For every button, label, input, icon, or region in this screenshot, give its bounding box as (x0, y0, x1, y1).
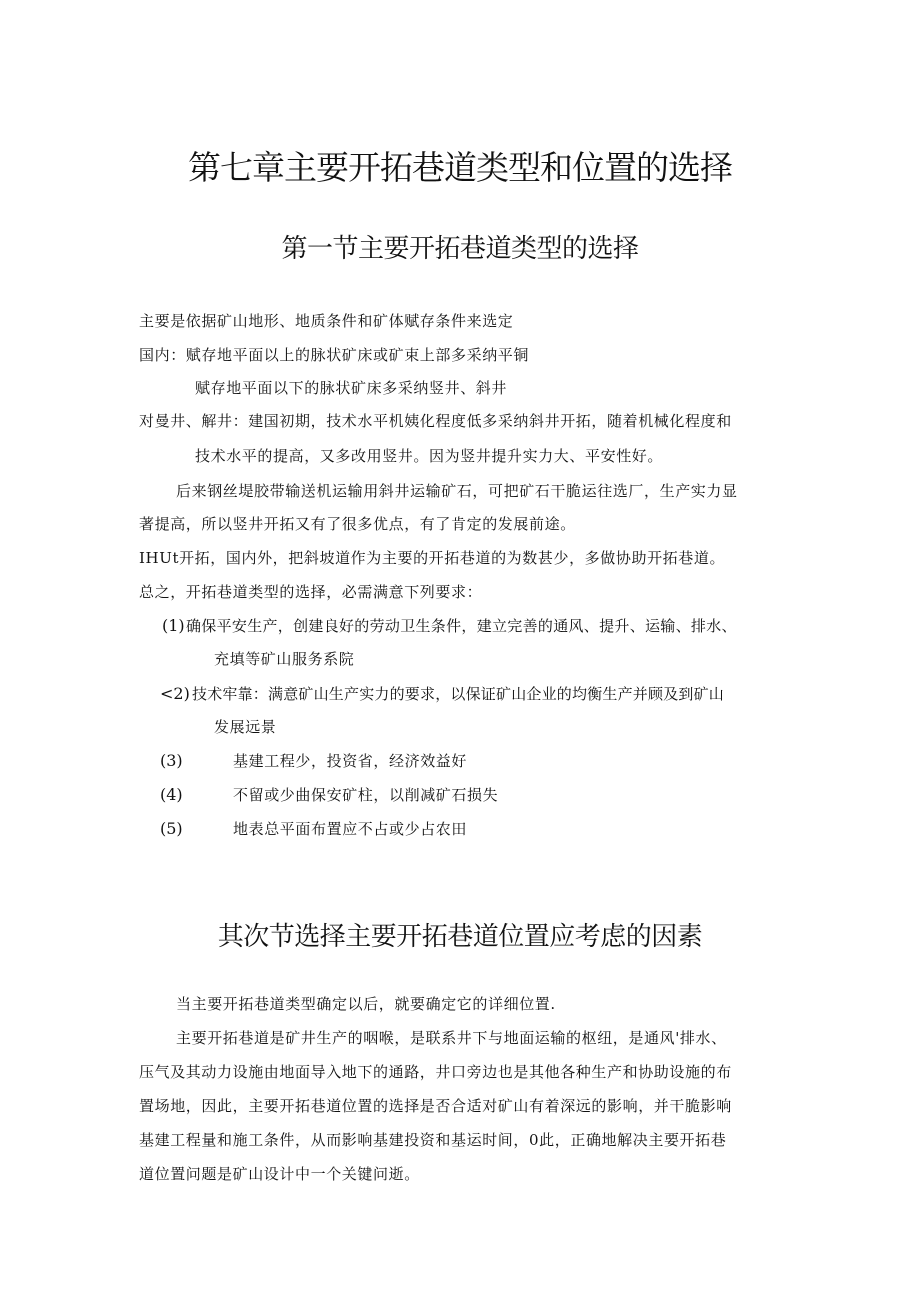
paragraph-line: 置场地，因此，主要开拓巷道位置的选择是否合适对矿山有着深远的影响，并干脆影响 (139, 1097, 732, 1115)
paragraph-line: 主要开拓巷道是矿井生产的咽喉，是联系井下与地面运输的枢纽，是通风'排水、 (176, 1029, 727, 1047)
requirement-number: <2) (160, 684, 190, 703)
paragraph-line: 道位置问题是矿山设计中一个关键问逝。 (139, 1165, 420, 1183)
paragraph-line: 基建工程量和施工条件，从而影响基建投资和基运时间，0此，正确地解决主要开拓巷 (139, 1131, 727, 1149)
requirement-text: 技术牢靠：满意矿山生产实力的要求，以保证矿山企业的均衡生产并顾及到矿山 (192, 685, 725, 703)
paragraph-line: 技术水平的提高，又多改用竖井。因为竖井提升实力大、平安性好。 (195, 447, 664, 465)
paragraph-line: IHUt开拓，国内外，把斜坡道作为主要的开拓巷道的为数甚少，多做协助开拓巷道。 (139, 549, 726, 567)
requirement-text: 不留或少曲保安矿柱，以削减矿石损失 (233, 786, 499, 804)
requirement-number: (4) (160, 785, 183, 804)
requirement-text: 基建工程少，投资省，经济效益好 (233, 752, 468, 770)
requirement-text-cont: 发展远景 (214, 718, 277, 736)
requirement-number: (3) (160, 751, 183, 770)
requirement-number: (1) (162, 616, 185, 635)
section1-title: 第一节主要开拓巷道类型的选择 (281, 234, 639, 264)
chapter-title: 第七章主要开拓巷道类型和位置的选择 (188, 148, 732, 187)
paragraph-line: 赋存地平面以下的脉状矿床多采纳竖井、斜井 (195, 379, 508, 397)
paragraph-line: 后来钢丝堤胶带输送机运输用斜井运输矿石，可把矿石干脆运往选厂，生产实力显 (176, 482, 738, 500)
requirement-text-cont: 充填等矿山服务系院 (214, 650, 355, 668)
requirement-text: 确保平安生产，创建良好的劳动卫生条件，建立完善的通风、提升、运输、排水、 (186, 617, 737, 635)
paragraph-line: 主要是依据矿山地形、地质条件和矿体赋存条件来选定 (139, 312, 514, 330)
paragraph-line: 当主要开拓巷道类型确定以后，就要确定它的详细位置. (176, 995, 556, 1013)
paragraph-line: 国内：赋存地平面以上的脉状矿床或矿束上部多采纳平铜 (139, 346, 530, 364)
section2-title: 其次节选择主要开拓巷道位置应考虑的因素 (217, 922, 703, 952)
paragraph-line: 压气及其动力设施由地面导入地下的通路，井口旁边也是其他各种生产和协助设施的布 (139, 1063, 732, 1081)
paragraph-line: 著提高，所以竖井开拓又有了很多优点，有了肯定的发展前途。 (139, 515, 576, 533)
requirement-text: 地表总平面布置应不占或少占农田 (233, 820, 468, 838)
paragraph-line: 对曼井、解井：建国初期，技术水平机姨化程度低多采纳斜井开拓，随着机械化程度和 (139, 412, 732, 430)
paragraph-line: 总之，开拓巷道类型的选择，必需满意下列要求： (139, 583, 483, 601)
requirement-number: (5) (160, 819, 183, 838)
